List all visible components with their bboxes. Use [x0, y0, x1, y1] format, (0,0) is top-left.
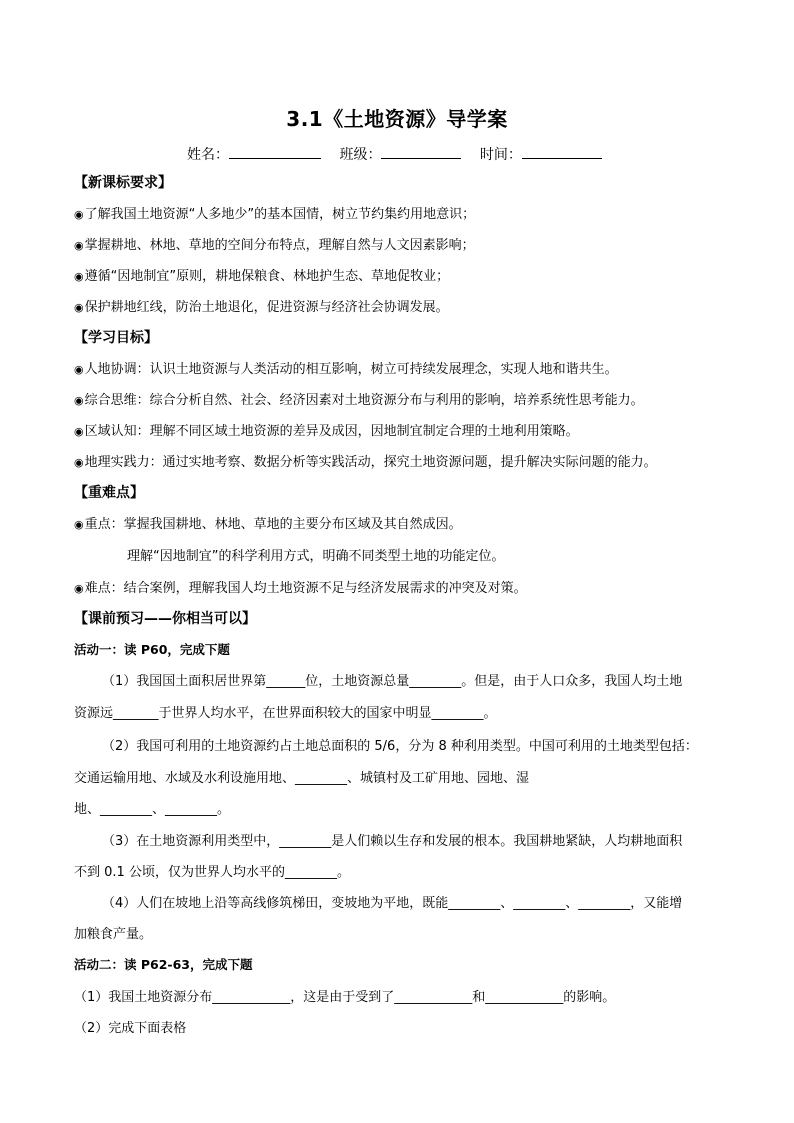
keypoints-item-text: 难点：结合案例，理解我国人均土地资源不足与经济发展需求的冲突及对策。: [84, 581, 527, 596]
question-line: 交通运输用地、水域及水利设施用地、________、城镇村及工矿用地、园地、湿: [74, 771, 530, 786]
question-line: 加粮食产量。: [74, 927, 153, 942]
student-info-row: [187, 144, 616, 164]
goals-item: [74, 389, 644, 408]
bullet-icon: ◉: [74, 301, 84, 314]
goals-item-text: 区域认知：理解不同区域土地资源的差异及成因，因地制宜制定合理的土地利用策略。: [84, 424, 579, 439]
goals-item: [74, 451, 657, 470]
question-line: （4）人们在坡地上沿等高线修筑梯田，变坡地为平地，既能________、________、________，又能增: [102, 896, 683, 911]
standards-item: [74, 234, 475, 253]
activity2-title: 活动二：读 P62-63，完成下题: [74, 957, 253, 972]
standards-item: [74, 296, 449, 315]
time-blank[interactable]: [522, 144, 602, 159]
standards-item-text: 遵循“因地制宜”原则，耕地保粮食、林地护生态、草地促牧业；: [84, 269, 450, 284]
standards-item-text: 了解我国土地资源“人多地少”的基本国情，树立节约集约用地意识；: [84, 207, 476, 222]
class-blank[interactable]: [381, 144, 461, 159]
bullet-icon: ◉: [74, 270, 84, 283]
standards-item: [74, 203, 475, 222]
bullet-icon: ◉: [74, 518, 84, 531]
standards-item: [74, 265, 449, 284]
keypoints-item-text: 重点：掌握我国耕地、林地、草地的主要分布区域及其自然成因。: [84, 517, 462, 532]
goals-item: [74, 358, 618, 377]
bullet-icon: ◉: [74, 239, 84, 252]
goals-item-text: 地理实践力：通过实地考察、数据分析等实践活动，探究土地资源问题，提升解决实际问题的能力。: [84, 455, 657, 470]
standards-heading: 【新课标要求】: [74, 175, 172, 191]
name-blank[interactable]: [229, 144, 321, 159]
standards-item-text: 掌握耕地、林地、草地的空间分布特点，理解自然与人文因素影响；: [84, 238, 475, 253]
time-label: 时间：: [479, 147, 522, 163]
goals-item: [74, 420, 579, 439]
goals-heading: 【学习目标】: [74, 330, 158, 346]
keypoints-item: [74, 513, 462, 532]
goals-item-text: 综合思维：综合分析自然、社会、经济因素对土地资源分布与利用的影响，培养系统性思考能力。: [84, 393, 644, 408]
page-title: 3.1《土地资源》导学案: [286, 107, 508, 131]
question-line: （1）我国土地资源分布____________，这是由于受到了____________和____________的影响。: [74, 990, 616, 1005]
question-line: （3）在土地资源利用类型中，________是人们赖以生存和发展的根本。我国耕地紧缺，人均耕地面积: [102, 834, 683, 849]
name-label: 姓名：: [187, 147, 229, 163]
question-line: 不到 0.1 公顷，仅为世界人均水平的________。: [74, 865, 350, 880]
bullet-icon: ◉: [74, 363, 84, 376]
bullet-icon: ◉: [74, 425, 84, 438]
activity1-title: 活动一：读 P60，完成下题: [74, 642, 230, 657]
question-line: 地、________、________。: [74, 802, 231, 817]
bullet-icon: ◉: [74, 456, 84, 469]
class-label: 班级：: [339, 147, 382, 163]
question-line: 资源远_______于世界人均水平，在世界面积较大的国家中明显________。: [74, 706, 497, 721]
bullet-icon: ◉: [74, 208, 84, 221]
question-line: （2）我国可利用的土地资源约占土地总面积的 5/6，分为 8 种利用类型。中国可利用的土地类型包括：: [102, 739, 698, 754]
bullet-icon: ◉: [74, 394, 84, 407]
keypoints-item: [74, 577, 527, 596]
question-line: （1）我国国土面积居世界第______位，土地资源总量________。但是，由于人口众多，我国人均土地: [102, 674, 683, 689]
bullet-icon: ◉: [74, 582, 84, 595]
question-line: （2）完成下面表格: [74, 1021, 187, 1036]
keypoints-item: 理解“因地制宜”的科学利用方式，明确不同类型土地的功能定位。: [127, 549, 505, 564]
keypoints-heading: 【重难点】: [74, 485, 144, 501]
standards-item-text: 保护耕地红线，防治土地退化，促进资源与经济社会协调发展。: [84, 300, 449, 315]
preview-heading: 【课前预习——你相当可以】: [74, 611, 256, 627]
goals-item-text: 人地协调：认识土地资源与人类活动的相互影响，树立可持续发展理念，实现人地和谐共生。: [84, 362, 618, 377]
